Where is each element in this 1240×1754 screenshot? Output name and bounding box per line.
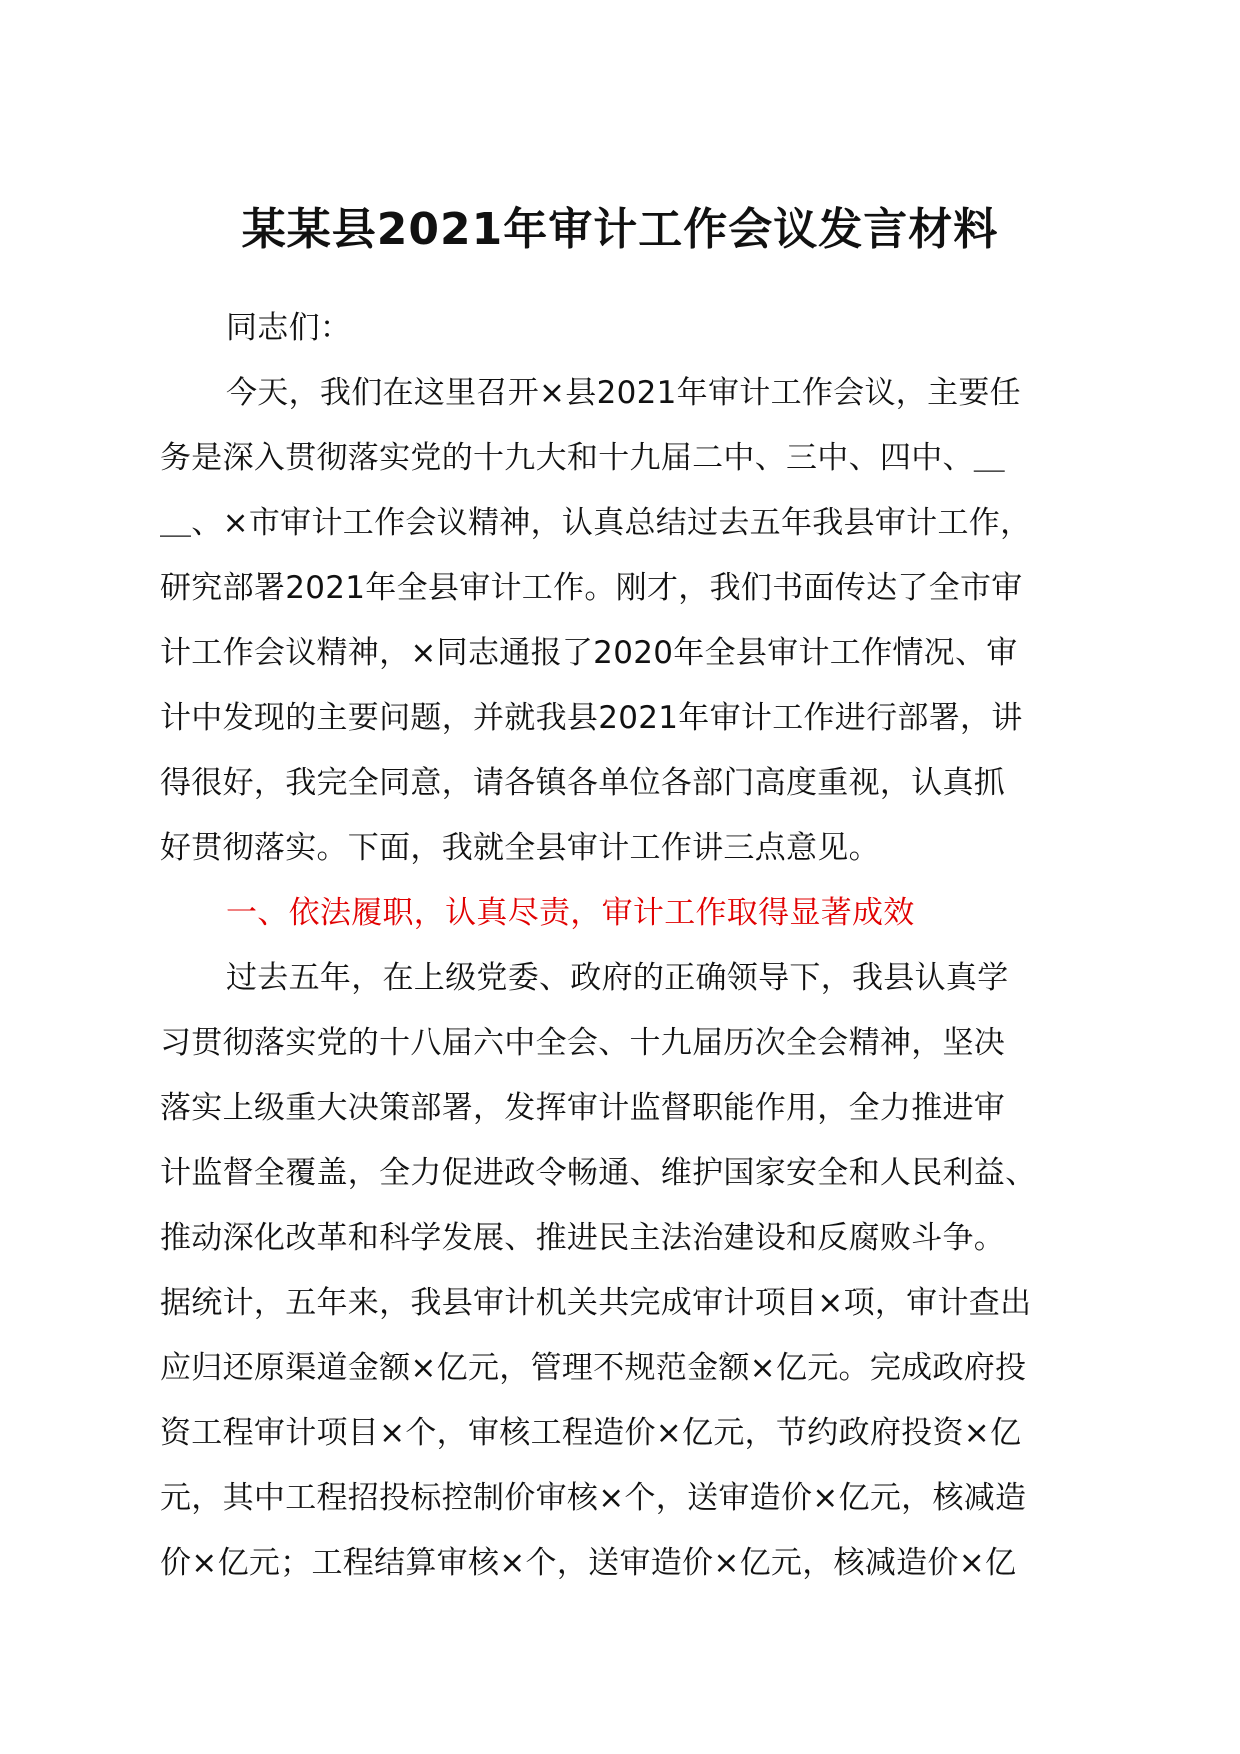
paragraph-line: 价×亿元；工程结算审核×个，送审造价×亿元，核减造价×亿 [160, 1545, 1017, 1581]
paragraph-line: 应归还原渠道金额×亿元，管理不规范金额×亿元。完成政府投 [160, 1350, 1027, 1386]
paragraph-intro [160, 361, 1090, 881]
paragraph-line: 习贯彻落实党的十八届六中全会、十九届历次全会精神，坚决 [160, 1025, 1006, 1061]
paragraph-line: 过去五年，在上级党委、政府的正确领导下，我县认真学 [226, 960, 1009, 996]
paragraph-line: 推动深化改革和科学发展、推进民主法治建设和反腐败斗争。 [160, 1220, 1006, 1256]
document-body [160, 296, 1090, 1596]
paragraph-line: 据统计，五年来，我县审计机关共完成审计项目×项，审计查出 [160, 1285, 1032, 1321]
paragraph-line: 元，其中工程招投标控制价审核×个，送审造价×亿元，核减造 [160, 1480, 1027, 1516]
section-heading: 一、依法履职，认真尽责，审计工作取得显著成效 [226, 895, 915, 931]
paragraph-line: 务是深入贯彻落实党的十九大和十九届二中、三中、四中、＿ [160, 440, 1006, 476]
document-title: 某某县2021年审计工作会议发言材料 [241, 204, 999, 255]
paragraph-line: 资工程审计项目×个，审核工程造价×亿元，节约政府投资×亿 [160, 1415, 1022, 1451]
paragraph-line: 落实上级重大决策部署，发挥审计监督职能作用，全力推进审 [160, 1090, 1006, 1126]
paragraph-section-one [160, 946, 1090, 1596]
salutation: 同志们： [226, 310, 352, 346]
paragraph-line: 计中发现的主要问题，并就我县2021年审计工作进行部署，讲 [160, 700, 1023, 736]
paragraph-line: 计监督全覆盖，全力促进政令畅通、维护国家安全和人民利益、 [160, 1155, 1037, 1191]
paragraph-line: 研究部署2021年全县审计工作。刚才，我们书面传达了全市审 [160, 570, 1023, 606]
paragraph-line: ＿、×市审计工作会议精神，认真总结过去五年我县审计工作， [160, 505, 1032, 541]
paragraph-line: 计工作会议精神，×同志通报了2020年全县审计工作情况、审 [160, 635, 1018, 671]
paragraph-line: 今天，我们在这里召开×县2021年审计工作会议，主要任 [226, 375, 1021, 411]
paragraph-line: 得很好，我完全同意，请各镇各单位各部门高度重视，认真抓 [160, 765, 1006, 801]
paragraph-line: 好贯彻落实。下面，我就全县审计工作讲三点意见。 [160, 830, 880, 866]
